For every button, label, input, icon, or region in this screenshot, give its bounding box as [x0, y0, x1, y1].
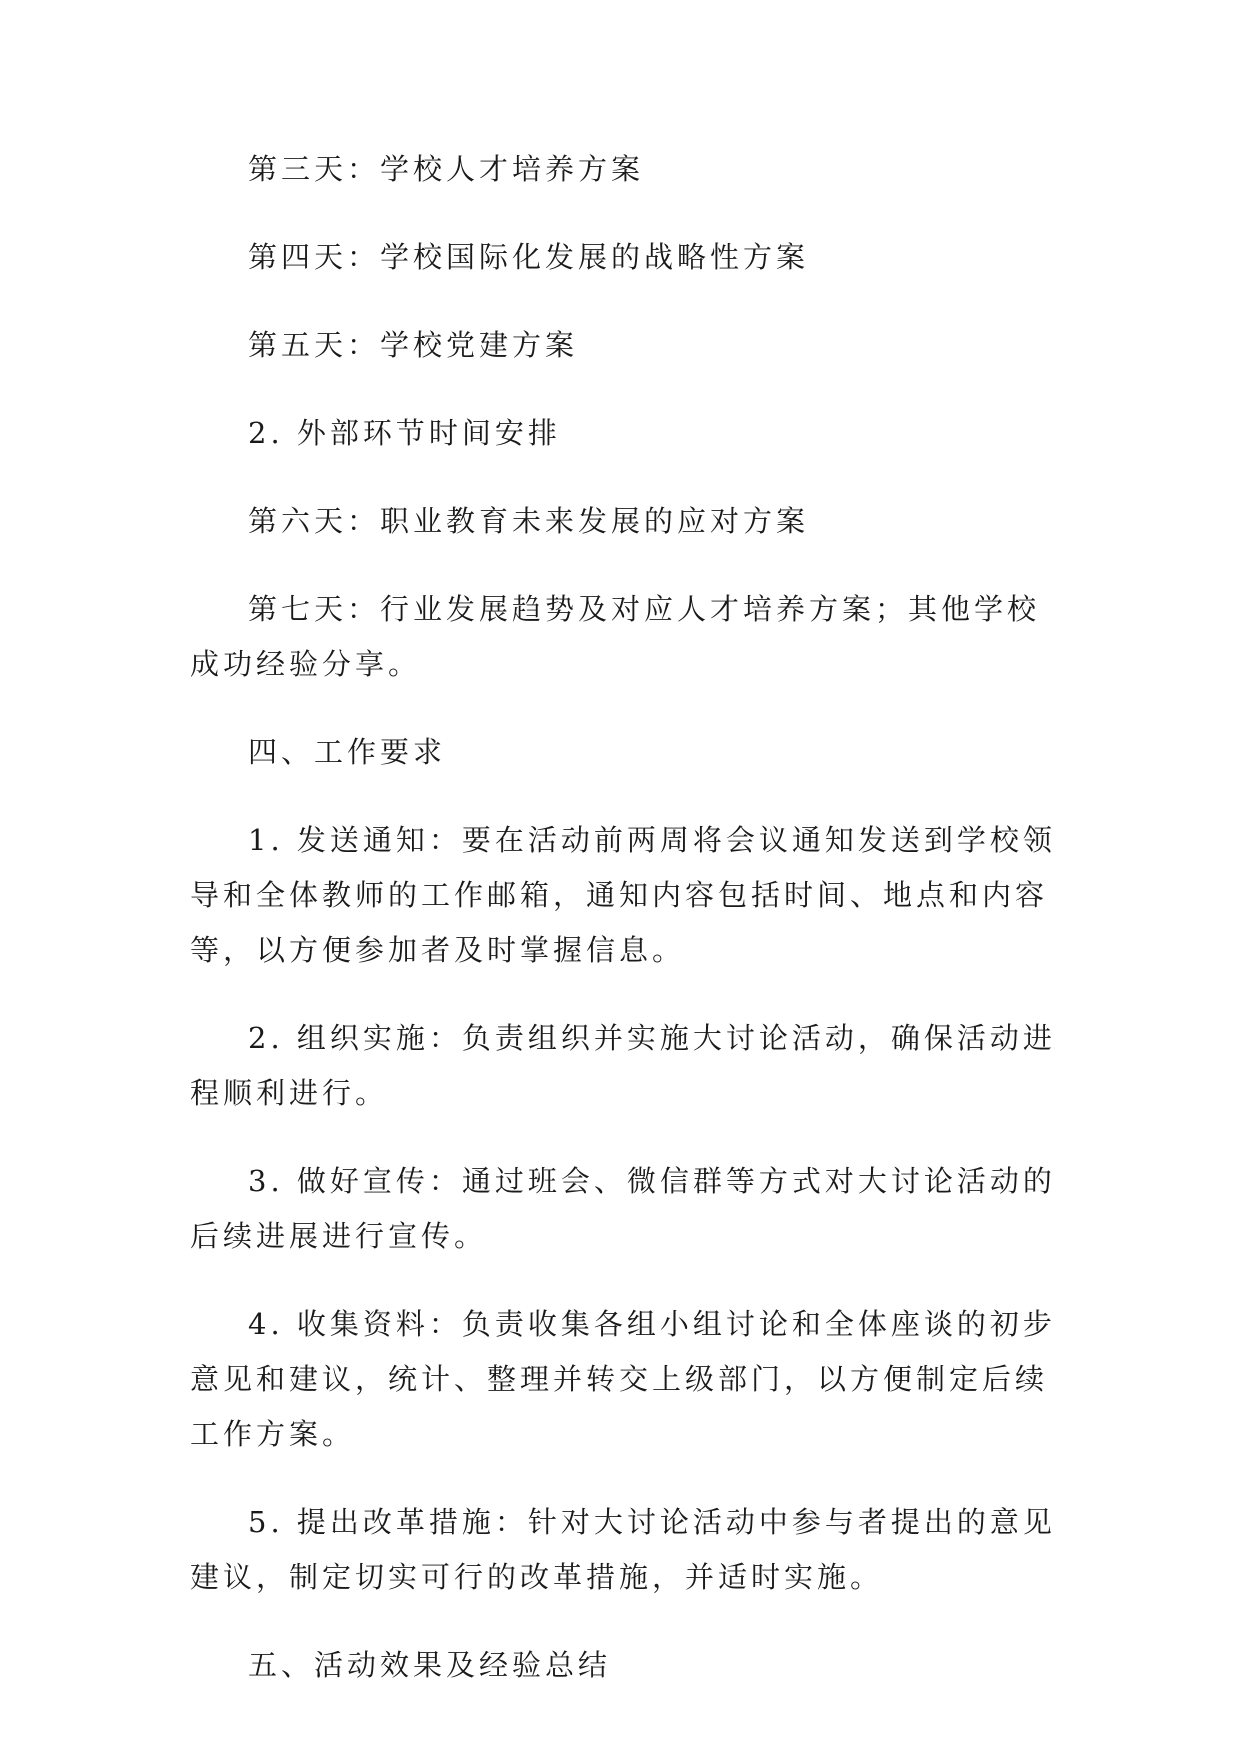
schedule-day-6: 第六天：职业教育未来发展的应对方案 [248, 504, 810, 538]
requirement-4: 4. 收集资料：负责收集各组小组讨论和全体座谈的初步意见和建议，统计、整理并转交上级部门，以方便制定后续工作方案。 [190, 1307, 1056, 1451]
requirement-2: 2. 组织实施：负责组织并实施大讨论活动，确保活动进程顺利进行。 [190, 1021, 1056, 1110]
document-body [190, 142, 1060, 1726]
requirement-3: 3. 做好宣传：通过班会、微信群等方式对大讨论活动的后续进展进行宣传。 [190, 1164, 1056, 1253]
requirement-5: 5. 提出改革措施：针对大讨论活动中参与者提出的意见建议，制定切实可行的改革措施，并适时实施。 [190, 1505, 1056, 1594]
schedule-day-7: 第七天：行业发展趋势及对应人才培养方案；其他学校成功经验分享。 [190, 592, 1041, 681]
section-heading-work-requirements: 四、工作要求 [248, 735, 447, 769]
schedule-day-4: 第四天：学校国际化发展的战略性方案 [248, 240, 810, 274]
section-heading-effects-summary: 五、活动效果及经验总结 [248, 1648, 612, 1682]
schedule-day-5: 第五天：学校党建方案 [248, 328, 579, 362]
schedule-day-3: 第三天：学校人才培养方案 [248, 152, 645, 186]
requirement-1: 1. 发送通知：要在活动前两周将会议通知发送到学校领导和全体教师的工作邮箱，通知内容包括时间、地点和内容等，以方便参加者及时掌握信息。 [190, 823, 1056, 967]
external-schedule-heading: 2. 外部环节时间安排 [248, 416, 561, 450]
